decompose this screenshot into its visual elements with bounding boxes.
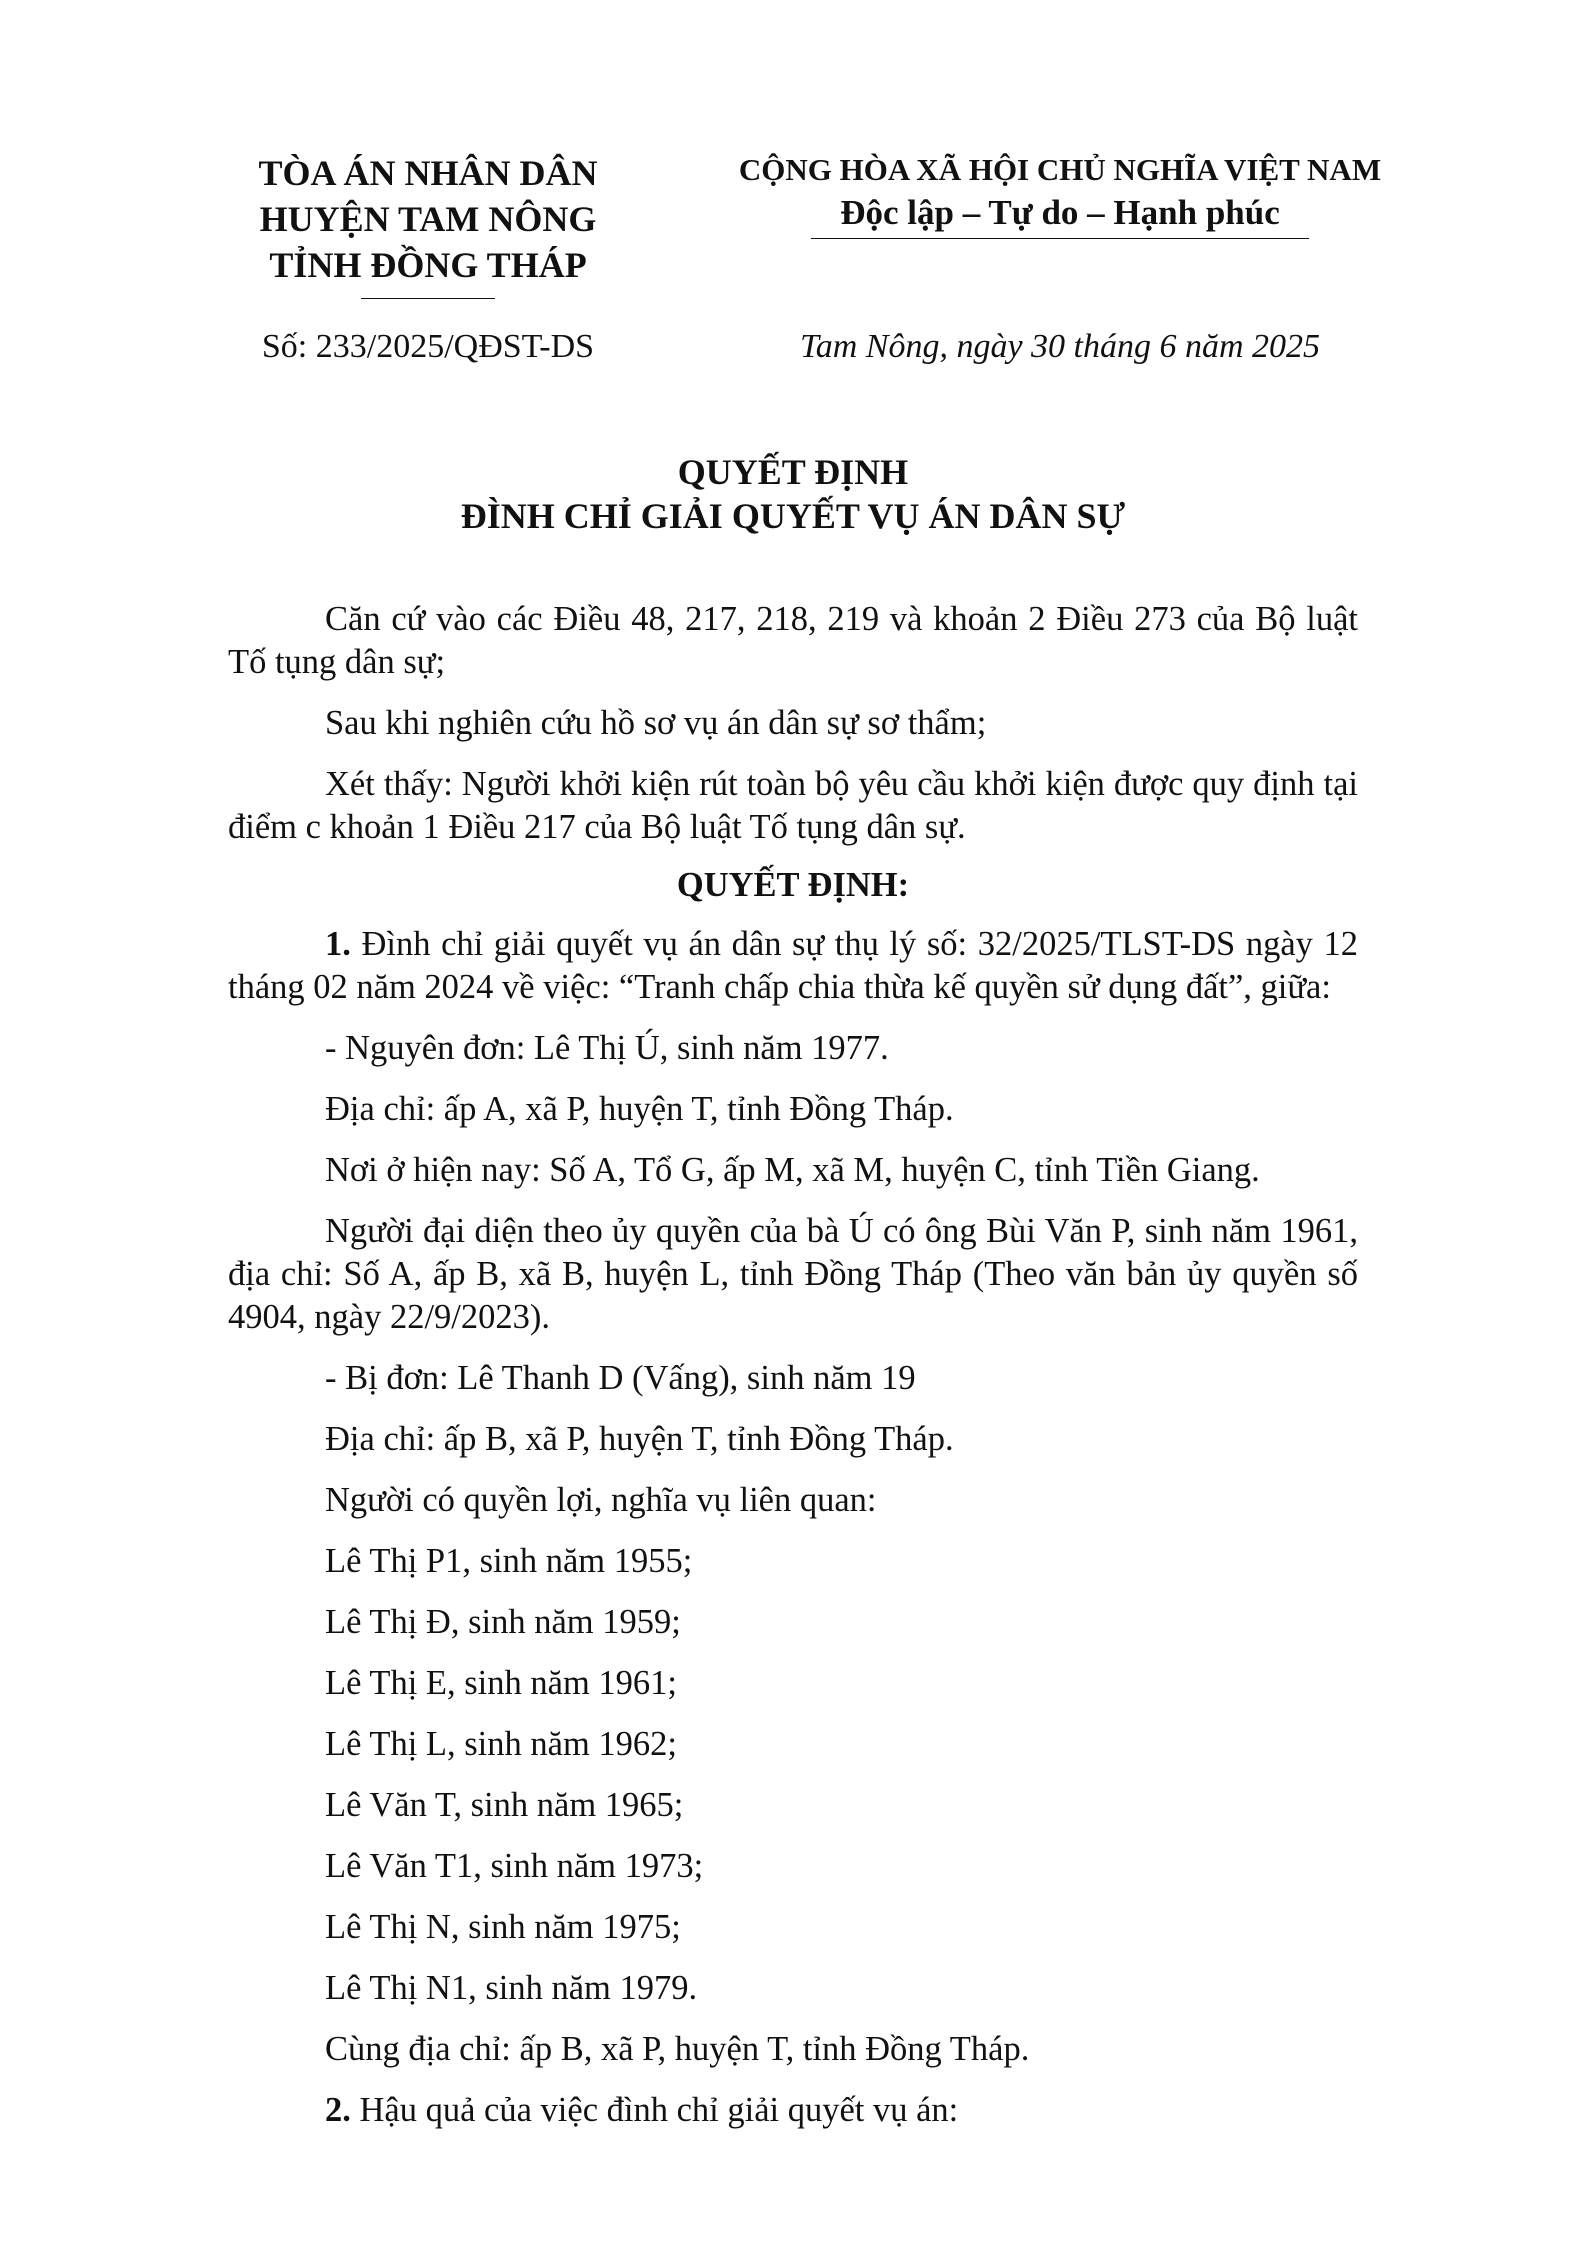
title-line2: ĐÌNH CHỈ GIẢI QUYẾT VỤ ÁN DÂN SỰ bbox=[460, 496, 1126, 536]
party-line: Địa chỉ: ấp B, xã P, huyện T, tỉnh Đồng Tháp. bbox=[325, 1420, 954, 1458]
court-name-line3: TỈNH ĐỒNG THÁP bbox=[269, 245, 587, 285]
decision-heading: QUYẾT ĐỊNH: bbox=[676, 866, 910, 904]
national-title: CỘNG HÒA XÃ HỘI CHỦ NGHĨA VIỆT NAM bbox=[738, 152, 1382, 187]
party-line: Lê Thị P1, sinh năm 1955; bbox=[325, 1542, 693, 1580]
national-motto: Độc lập – Tự do – Hạnh phúc bbox=[840, 193, 1280, 232]
party-line: Lê Văn T, sinh năm 1965; bbox=[325, 1786, 684, 1824]
court-header bbox=[228, 150, 628, 299]
party-line: - Nguyên đơn: Lê Thị Ú, sinh năm 1977. bbox=[325, 1029, 889, 1067]
item-number: 1. bbox=[325, 925, 351, 963]
party-line: Địa chỉ: ấp A, xã P, huyện T, tỉnh Đồng Tháp. bbox=[325, 1090, 954, 1128]
document-title bbox=[228, 450, 1358, 538]
document-body bbox=[228, 598, 1358, 2150]
item-text: Đình chỉ giải quyết vụ án dân sự thụ lý số: 32/2025/TLST-DS ngày 12 tháng 02 năm 2024 về việc: “Tranh chấp chia thừa kế quyền sử dụng đất”, giữa: bbox=[228, 925, 1358, 1006]
party-line: Lê Thị N, sinh năm 1975; bbox=[325, 1908, 681, 1946]
place-date: Tam Nông, ngày 30 tháng 6 năm 2025 bbox=[799, 328, 1321, 365]
party-line: Lê Văn T1, sinh năm 1973; bbox=[325, 1847, 704, 1885]
party-line: Người có quyền lợi, nghĩa vụ liên quan: bbox=[325, 1481, 877, 1519]
party-line: Lê Thị E, sinh năm 1961; bbox=[325, 1664, 677, 1702]
decision-item-1 bbox=[228, 923, 1358, 1009]
party-line: Nơi ở hiện nay: Số A, Tổ G, ấp M, xã M, huyện C, tỉnh Tiền Giang. bbox=[325, 1151, 1260, 1189]
national-header bbox=[720, 150, 1400, 239]
national-header-divider bbox=[811, 238, 1309, 239]
preamble-paragraph: Căn cứ vào các Điều 48, 217, 218, 219 và khoản 2 Điều 273 của Bộ luật Tố tụng dân sự; bbox=[228, 600, 1358, 681]
court-name-line2: HUYỆN TAM NÔNG bbox=[259, 199, 597, 239]
party-line: Lê Thị N1, sinh năm 1979. bbox=[325, 1969, 698, 2007]
court-header-divider bbox=[361, 298, 495, 299]
court-name-line1: TÒA ÁN NHÂN DÂN bbox=[258, 153, 598, 193]
preamble-paragraph: Sau khi nghiên cứu hồ sơ vụ án dân sự sơ thẩm; bbox=[325, 704, 987, 742]
party-line: Người đại diện theo ủy quyền của bà Ú có ông Bùi Văn P, sinh năm 1961, địa chỉ: Số A, ấp B, xã B, huyện L, tỉnh Đồng Tháp (Theo văn bản ủy quyền số 4904, ngày 22/9/2023). bbox=[228, 1212, 1358, 1336]
title-line1: QUYẾT ĐỊNH bbox=[677, 452, 909, 492]
party-line: - Bị đơn: Lê Thanh D (Vấng), sinh năm 19 bbox=[325, 1359, 916, 1397]
document-number: Số: 233/2025/QĐST-DS bbox=[261, 328, 595, 365]
preamble-paragraph: Xét thấy: Người khởi kiện rút toàn bộ yêu cầu khởi kiện được quy định tại điểm c khoản 1 Điều 217 của Bộ luật Tố tụng dân sự. bbox=[228, 765, 1358, 846]
item-text: Hậu quả của việc đình chỉ giải quyết vụ án: bbox=[350, 2091, 959, 2129]
party-line: Lê Thị L, sinh năm 1962; bbox=[325, 1725, 677, 1763]
party-line: Lê Thị Đ, sinh năm 1959; bbox=[325, 1603, 681, 1641]
party-line: Cùng địa chỉ: ấp B, xã P, huyện T, tỉnh Đồng Tháp. bbox=[325, 2030, 1030, 2068]
item-number: 2. bbox=[325, 2091, 351, 2129]
decision-item-2 bbox=[228, 2089, 1358, 2132]
